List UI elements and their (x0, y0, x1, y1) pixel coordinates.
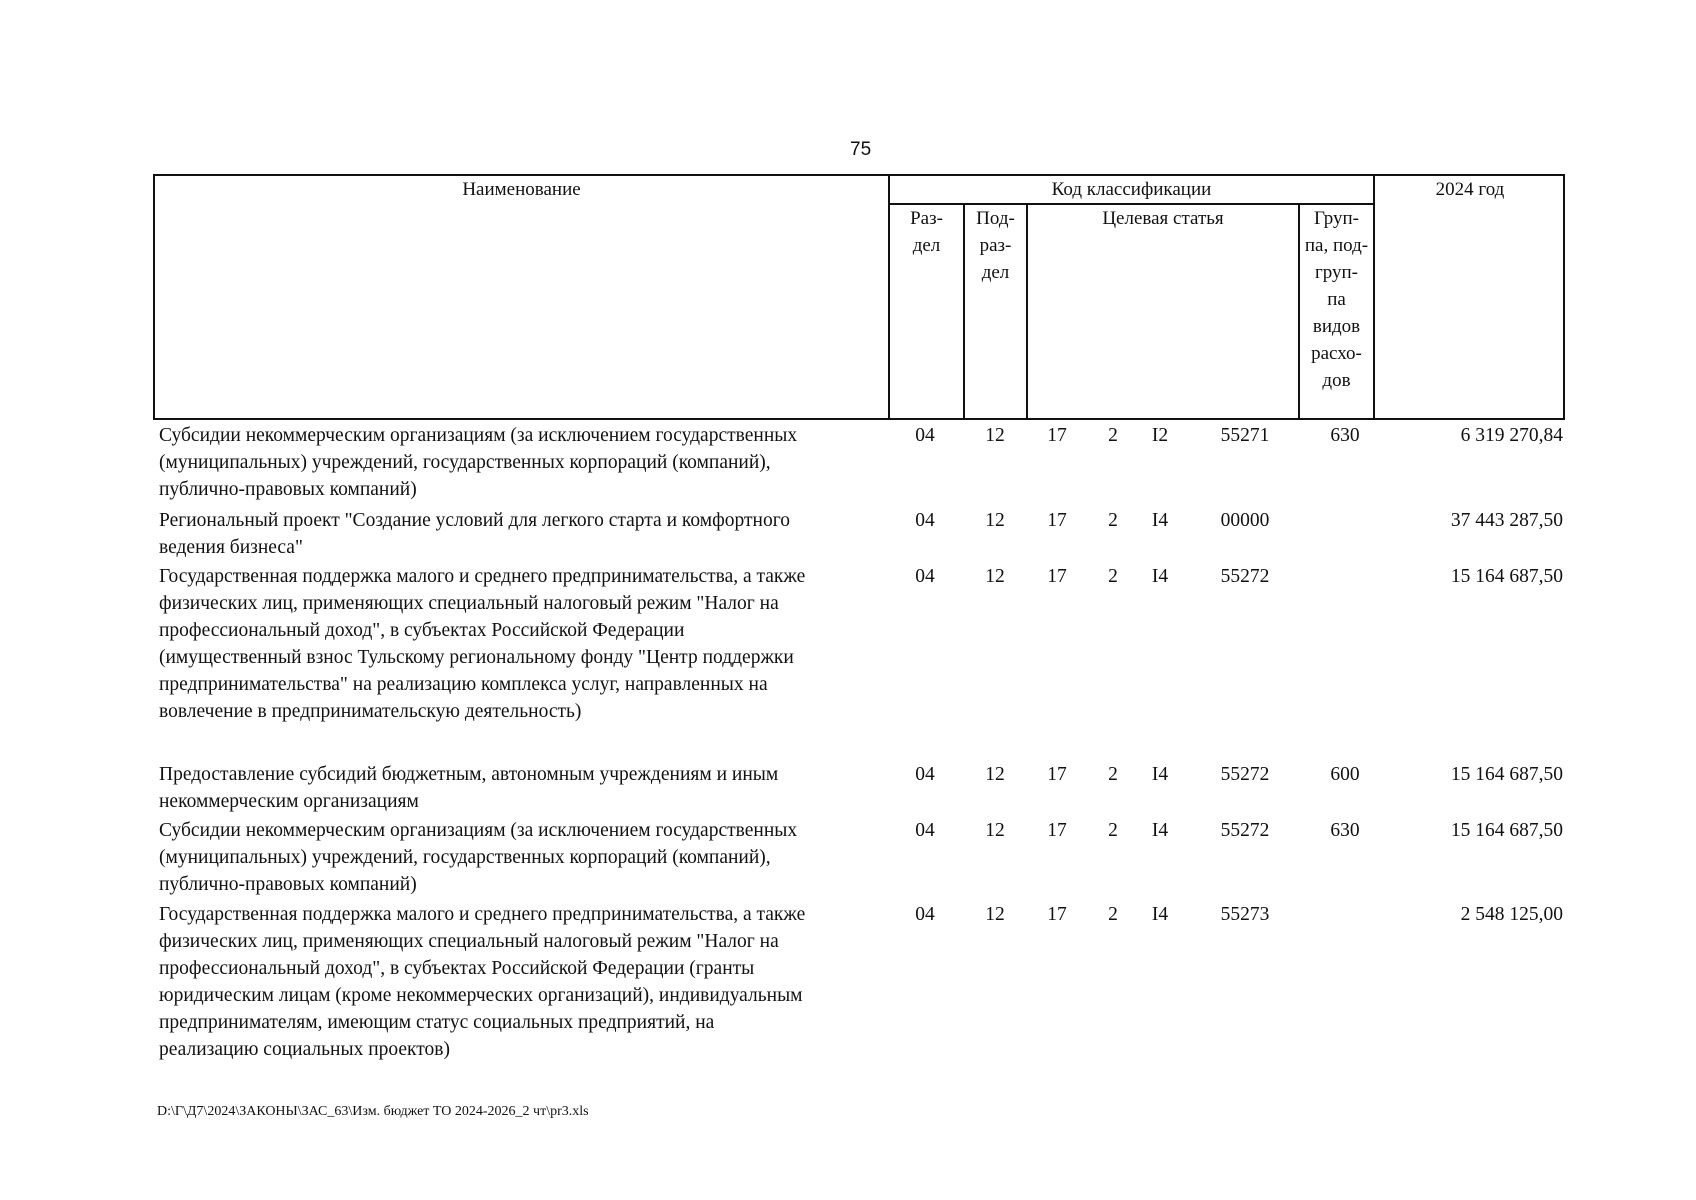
row-vid-rashodov: 600 (1330, 764, 1360, 785)
row-razdel: 04 (915, 510, 935, 531)
row-name: Предоставление субсидий бюджетным, автономным учреждениям и иным некоммерческим организациям (159, 764, 779, 812)
row-cs-type: 2 (1108, 764, 1118, 785)
row-amount: 15 164 687,50 (1450, 820, 1563, 841)
row-cs-direction: 55271 (1220, 425, 1270, 446)
row-podrazdel: 12 (985, 510, 1005, 531)
header-name: Наименование (462, 179, 581, 200)
row-cs-program: 17 (1047, 820, 1067, 841)
row-podrazdel: 12 (985, 764, 1005, 785)
row-name: Субсидии некоммерческим организациям (за исключением государственных (муниципальных) учреждений, государственных корпораций (компаний), публично-правовых компаний) (159, 425, 798, 500)
row-cs-program: 17 (1047, 510, 1067, 531)
row-name: Субсидии некоммерческим организациям (за исключением государственных (муниципальных) учреждений, государственных корпораций (компаний), публично-правовых компаний) (159, 820, 798, 895)
row-podrazdel: 12 (985, 820, 1005, 841)
row-cs-project: I4 (1151, 764, 1169, 785)
row-amount: 37 443 287,50 (1450, 510, 1563, 531)
row-cs-project: I4 (1151, 566, 1169, 587)
row-cs-direction: 55272 (1220, 566, 1270, 587)
row-cs-type: 2 (1108, 566, 1118, 587)
row-cs-direction: 55272 (1220, 820, 1270, 841)
header-razdel: Раз- дел (910, 208, 943, 256)
divider (1373, 176, 1375, 418)
row-razdel: 04 (915, 820, 935, 841)
page-number: 75 (850, 139, 872, 160)
header-year: 2024 год (1435, 179, 1505, 200)
row-cs-direction: 55272 (1220, 764, 1270, 785)
row-vid-rashodov: 630 (1330, 820, 1360, 841)
row-podrazdel: 12 (985, 904, 1005, 925)
row-cs-program: 17 (1047, 904, 1067, 925)
table-header (153, 174, 1565, 420)
row-amount: 6 319 270,84 (1460, 425, 1563, 446)
row-cs-project: I4 (1151, 820, 1169, 841)
row-cs-direction: 00000 (1220, 510, 1270, 531)
row-cs-type: 2 (1108, 425, 1118, 446)
header-code: Код классификации (1051, 179, 1212, 200)
row-name: Государственная поддержка малого и среднего предпринимательства, а также физических лиц, применяющих специальный налоговый режим "Налог на профессиональный доход", в субъектах Российской Федерации (имущественный взнос Тульскому региональному фонду "Центр поддержки предпринимательства" на реализацию комплекса услуг, направленных на вовлечение в предпринимательскую деятельность) (159, 566, 806, 722)
row-cs-program: 17 (1047, 566, 1067, 587)
file-path-footer: D:\Г\Д7\2024\ЗАКОНЫ\ЗАС_63\Изм. бюджет ТО 2024-2026_2 чт\pr3.xls (157, 1104, 589, 1119)
row-razdel: 04 (915, 764, 935, 785)
row-cs-direction: 55273 (1220, 904, 1270, 925)
row-name: Государственная поддержка малого и среднего предпринимательства, а также физических лиц, применяющих специальный налоговый режим "Налог на профессиональный доход", в субъектах Российской Федерации (гранты юридическим лицам (кроме некоммерческих организаций), индивидуальным предпринимателям, имеющим статус социальных предприятий, на реализацию социальных проектов) (159, 904, 806, 1060)
row-razdel: 04 (915, 425, 935, 446)
header-gruppa-vidov-rashodov: Груп- па, под- груп- па видов расхо- дов (1304, 208, 1369, 391)
header-tselevaya-statya: Целевая статья (1102, 208, 1224, 229)
row-cs-type: 2 (1108, 510, 1118, 531)
header-podrazdel: Под- раз- дел (976, 208, 1015, 283)
row-cs-program: 17 (1047, 425, 1067, 446)
row-name: Региональный проект "Создание условий для легкого старта и комфортного ведения бизнеса" (159, 510, 790, 558)
row-cs-type: 2 (1108, 904, 1118, 925)
row-cs-project: I4 (1151, 904, 1169, 925)
row-cs-program: 17 (1047, 764, 1067, 785)
row-amount: 15 164 687,50 (1450, 566, 1563, 587)
row-cs-project: I4 (1151, 510, 1169, 531)
row-vid-rashodov: 630 (1330, 425, 1360, 446)
row-podrazdel: 12 (985, 566, 1005, 587)
divider (1026, 203, 1028, 418)
row-amount: 2 548 125,00 (1460, 904, 1563, 925)
row-podrazdel: 12 (985, 425, 1005, 446)
row-razdel: 04 (915, 904, 935, 925)
row-cs-type: 2 (1108, 820, 1118, 841)
row-cs-project: I2 (1151, 425, 1169, 446)
row-amount: 15 164 687,50 (1450, 764, 1563, 785)
row-razdel: 04 (915, 566, 935, 587)
